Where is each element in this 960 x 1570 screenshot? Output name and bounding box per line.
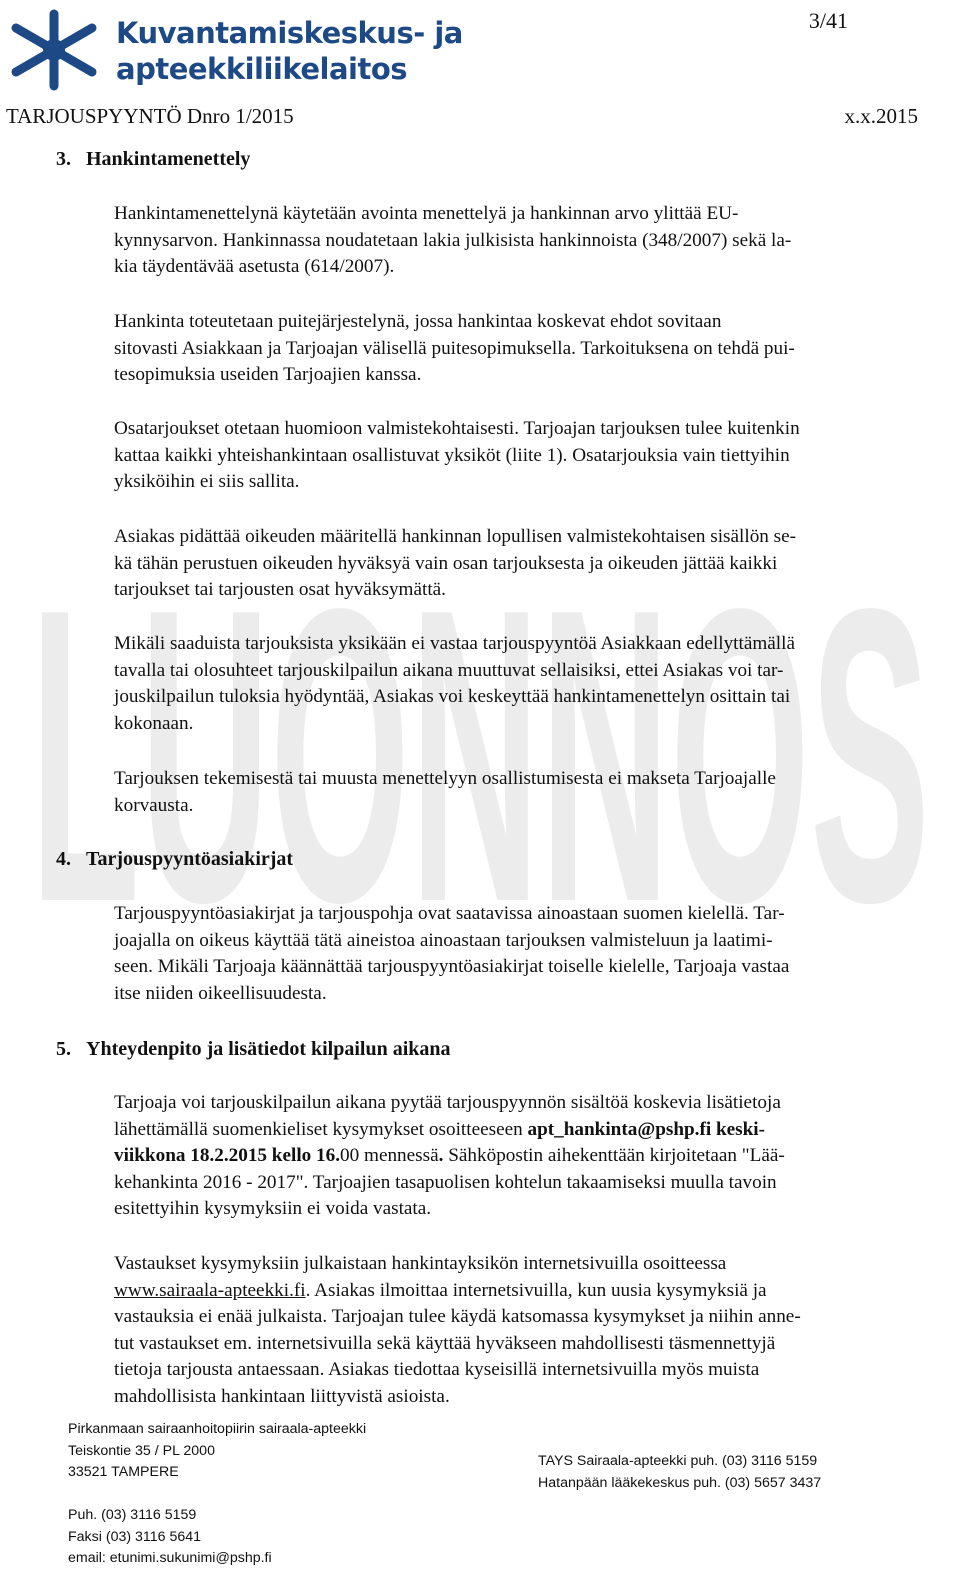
footer-contacts: TAYS Sairaala-apteekki puh. (03) 3116 5159 Hatanpään lääkekeskus puh. (03) 5657 3437: [538, 1453, 822, 1491]
section-3-heading: 3. Hankintamenettely: [56, 148, 251, 170]
section-3-paragraph-1: Hankintamenettelynä käytetään avointa menettelyä ja hankinnan arvo ylittää EU- kynnysarvon. Hankinnassa noudatetaan lakia julkisista hankinnoista (348/2007) sekä la- kia täydentävää asetusta (614/2007).: [114, 203, 792, 277]
footer-address: Pirkanmaan sairaanhoitopiirin sairaala-apteekki Teiskontie 35 / PL 2000 33521 TAMPERE Puh. (03) 3116 5159 Faksi (03) 3116 5641 email: etunimi.sukunimi@pshp.fi: [68, 1419, 366, 1570]
website-link[interactable]: www.sairaala-apteekki.fi: [114, 1279, 306, 1301]
document-date: x.x.2015: [844, 104, 918, 128]
medical-cross-logo-icon: [6, 8, 102, 92]
document-reference: TARJOUSPYYNTÖ Dnro 1/2015: [6, 104, 294, 128]
footer-email: email: etunimi.sukunimi@pshp.fi: [68, 1550, 272, 1566]
section-3-paragraph-4: Asiakas pidättää oikeuden määritellä hankinnan lopullisen valmistekohtaisen sisällön se- kä tähän perustuen oikeuden hyväksyä vain osan tarjouksesta ja oikeuden jättää kaikki tarjoukset tai tarjousten osat hyväksymättä.: [114, 526, 797, 600]
svg-text:LUONNOS: LUONNOS: [30, 521, 931, 989]
section-3-paragraph-5: Mikäli saaduista tarjouksista yksikään ei vastaa tarjouspyyntöä Asiakkaan edellyttämällä tavalla tai olosuhteet tarjouskilpailun aikana muuttuvat sellaisiksi, ettei Asiakas voi tar- jouskilpailun tuloksia hyödyntää, Asiakas voi keskeyttää hankintamenettelyn osittain tai kokonaan.: [114, 633, 795, 734]
section-4-paragraph-1: Tarjouspyyntöasiakirjat ja tarjouspohja ovat saatavissa ainoastaan suomen kielellä. Tar- joajalla on oikeus käyttää tätä aineistoa ainoastaan tarjouksen valmisteluun ja laatimi- seen. Mikäli Tarjoaja käännättää tarjouspyyntöasiakirjat toiselle kielelle, Tarjoaja vastaa itse niiden oikeellisuudesta.: [114, 903, 790, 1004]
page-number: 3/41: [808, 8, 848, 33]
company-logo: [6, 8, 463, 86]
section-3-paragraph-3: Osatarjoukset otetaan huomioon valmistekohtaisesti. Tarjoajan tarjouksen tulee kuitenkin kattaa kaikki yhteishankintaan osallistuvat yksiköt (liite 1). Osatarjouksia vain tiettyihin yksiköihin ei siis sallita.: [114, 418, 800, 492]
section-3-paragraph-6: Tarjouksen tekemisestä tai muusta menettelyyn osallistumisesta ei makseta Tarjoajalle korvausta.: [114, 768, 776, 816]
section-3-paragraph-2: Hankinta toteutetaan puitejärjestelynä, jossa hankintaa koskevat ehdot sovitaan sitovasti Asiakkaan ja Tarjoajan välisellä puitesopimuksella. Tarkoituksena on tehdä pui- tesopimuksia useiden Tarjoajien kanssa.: [114, 311, 795, 385]
section-5-paragraph-1: Tarjoaja voi tarjouskilpailun aikana pyytää tarjouspyynnön sisältöä koskevia lisätietoja lähettämällä suomenkieliset kysymykset osoitteeseen apt_hankinta@pshp.fi keski- viikkona 18.2.2015 kello 16.00 mennessä. Sähköpostin aihekenttään kirjoitetaan "Lää- kehankinta 2016 - 2017". Tarjoajien tasapuolisen kohtelun takaamiseksi muulla tavoin esitettyihin kysymyksiin ei voida vastata.: [114, 1092, 785, 1219]
logo-line-2: apteekkiliikelaitos: [116, 52, 408, 86]
logo-line-1: Kuvantamiskeskus- ja: [116, 16, 463, 50]
section-5-heading: 5. Yhteydenpito ja lisätiedot kilpailun aikana: [56, 1038, 451, 1060]
contact-email: apt_hankinta@pshp.fi keski-: [527, 1118, 766, 1140]
section-4-heading: 4. Tarjouspyyntöasiakirjat: [56, 848, 294, 870]
section-5-paragraph-2: Vastaukset kysymyksiin julkaistaan hankintayksikön internetsivuilla osoitteessa www.sairaala-apteekki.fi. Asiakas ilmoittaa internetsivuilla, kun uusia kysymyksiä ja vastauksia ei enää julkaista. Tarjoajan tulee käydä katsomassa kysymykset ja niihin anne- tut vastaukset em. internetsivuilla sekä käyttää hyväkseen mahdollisesti täsmennettyjä tietoja tarjousta antaessaan. Asiakas tiedottaa kyseisillä internetsivuilla myös muista mahdollisista hankintaan liittyvistä asioista.: [114, 1253, 801, 1407]
